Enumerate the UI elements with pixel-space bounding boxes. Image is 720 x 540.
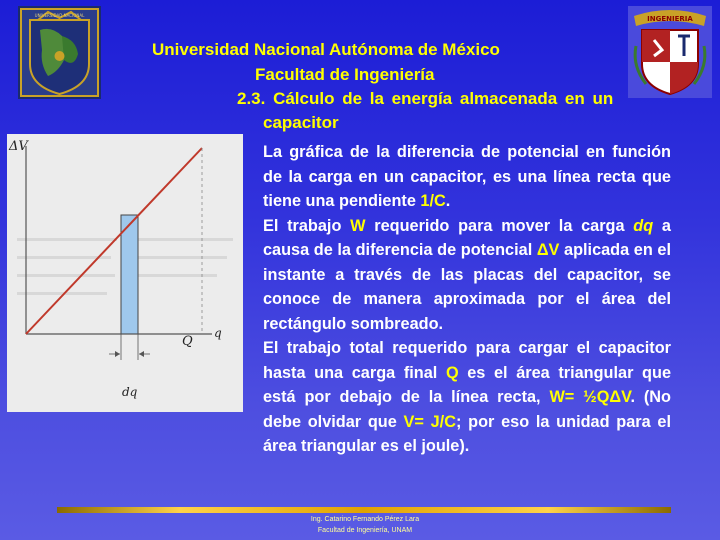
work-formula: W= ½QΔV [549,388,631,406]
paragraph-total-work: El trabajo total requerido para cargar el capacitor hasta una carga final Q es el área triangular que está por debajo de la línea recta, W= ½QΔV. (No debe olvidar que V= J/C; por eso la unidad para el área triangular es el joule). [263,339,671,455]
footer-author: Ing. Catarino Fernando Pérez Lara [310,516,420,523]
explanation-text [263,140,671,459]
dq-term: dq [633,216,654,235]
faculty-title: Facultad de Ingeniería [255,65,435,84]
q-label: Q [182,334,193,349]
dq-label: dq [122,385,138,399]
ingenieria-crest-icon [628,6,712,98]
final-charge-symbol: Q [445,363,459,382]
volt-definition: V= J/C [403,412,456,431]
delta-v-term: ΔV [536,241,560,259]
university-title: Universidad Nacional Autónoma de México [152,40,500,59]
voltage-charge-graph [7,134,243,412]
section-title-continued: capacitor [263,113,339,132]
slope-value: 1/C [420,192,446,210]
unam-crest-icon [18,6,101,99]
work-symbol: W [350,216,366,235]
svg-text:INGENIERIA: INGENIERIA [647,15,693,23]
shaded-rectangle [121,215,138,334]
paragraph-work-dq: El trabajo W requerido para mover la carga dq a causa de la diferencia de potencial ΔV aplicada en el instante a través de las placas del capacitor, se conoce de manera aproximada por el área del rectángulo sombreado. [263,216,671,333]
footer-faculty: Facultad de Ingeniería, UNAM [317,527,413,534]
footer-divider [57,507,671,513]
svg-text:UNIVERSIDAD NACIONAL: UNIVERSIDAD NACIONAL [34,13,85,18]
paragraph-slope: La gráfica de la diferencia de potencial en función de la carga en un capacitor, es una línea recta que tiene una pendiente 1/C. [263,143,671,210]
y-axis-label: ΔV [9,139,28,154]
x-axis-label: q [214,326,222,340]
section-title: 2.3. Cálculo de la energía almacenada en un [237,89,614,108]
